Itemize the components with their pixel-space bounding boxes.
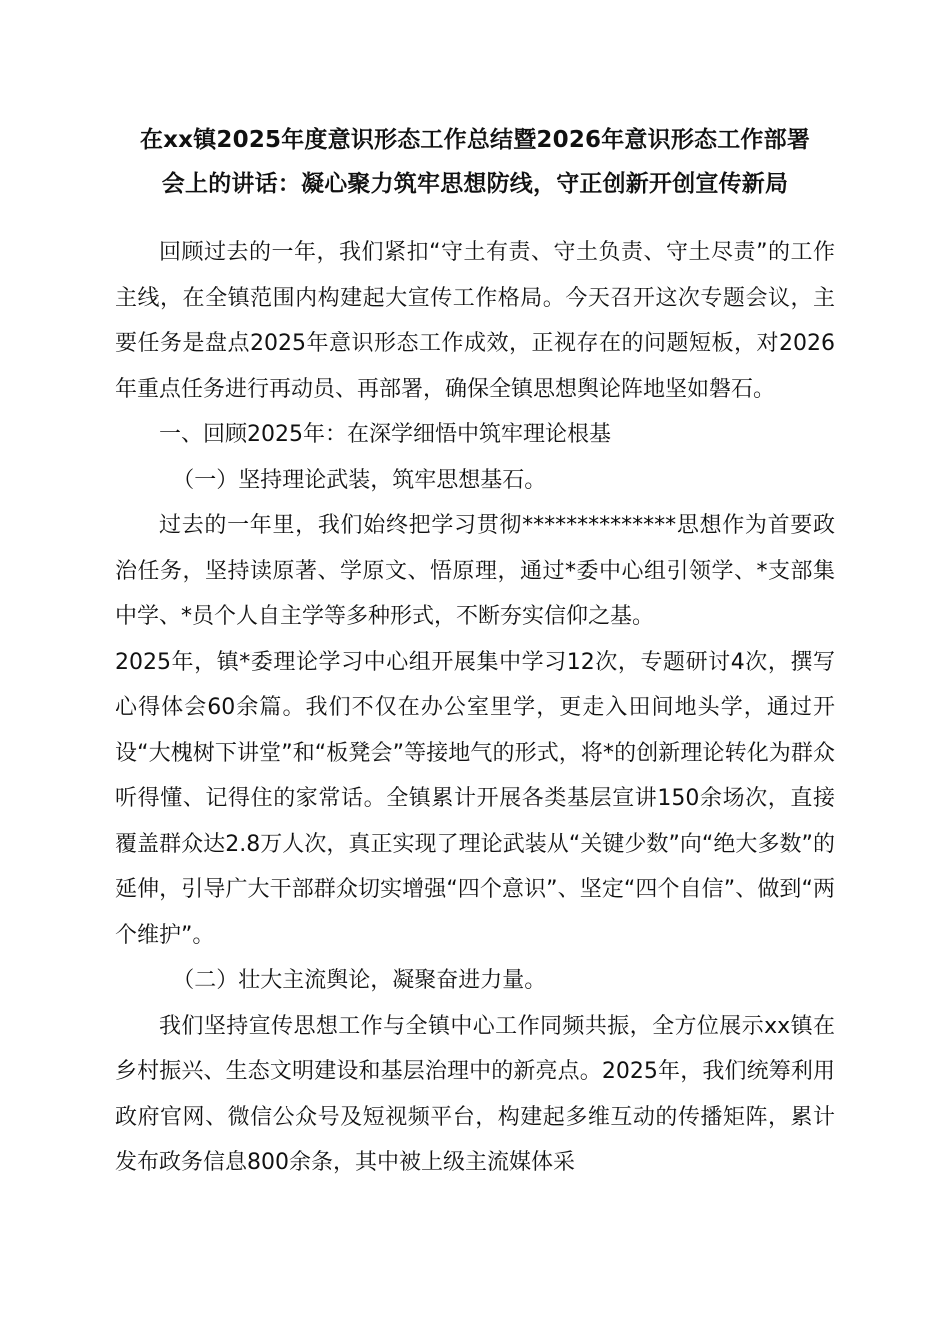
- document-title: [115, 118, 835, 206]
- subsection-2-paragraph-1: 我们坚持宣传思想工作与全镇中心工作同频共振，全方位展示xx镇在乡村振兴、生态文明建设和基层治理中的新亮点。2025年，我们统筹利用政府官网、微信公众号及短视频平台，构建起多维互动的传播矩阵，累计发布政务信息800余条，其中被上级主流媒体采: [115, 1013, 835, 1175]
- subsection-1-heading: （一）坚持理论武装，筑牢思想基石。: [172, 467, 547, 493]
- subsection-1-paragraph-2: 2025年，镇*委理论学习中心组开展集中学习12次，专题研讨4次，撰写心得体会60余篇。我们不仅在办公室里学，更走入田间地头学，通过开设“大槐树下讲堂”和“板凳会”等接地气的形式，将*的创新理论转化为群众听得懂、记得住的家常话。全镇累计开展各类基层宣讲150余场次，直接覆盖群众达2.8万人次，真正实现了理论武装从“关键少数”向“绝大多数”的延伸，引导广大干部群众切实增强“四个意识”、坚定“四个自信”、做到“两个维护”。: [115, 649, 835, 948]
- document-body: [115, 230, 835, 1186]
- subsection-1-paragraph-1: 过去的一年里，我们始终把学习贯彻**************思想作为首要政治任务，坚持读原著、学原文、悟原理，通过*委中心组引领学、*支部集中学、*员个人自主学等多种形式，不断夯实信仰之基。: [115, 513, 835, 629]
- subsection-2-heading: （二）壮大主流舆论，凝聚奋进力量。: [172, 968, 547, 993]
- title-line-2: 会上的讲话：凝心聚力筑牢思想防线，守正创新开创宣传新局: [161, 171, 789, 197]
- section-1-heading: 一、回顾2025年：在深学细悟中筑牢理论根基: [159, 422, 611, 447]
- intro-paragraph: 回顾过去的一年，我们紧扣“守土有责、守土负责、守土尽责”的工作主线，在全镇范围内构建起大宣传工作格局。今天召开这次专题会议，主要任务是盘点2025年意识形态工作成效，正视存在的问题短板，对2026年重点任务进行再动员、再部署，确保全镇思想舆论阵地坚如磐石。: [115, 240, 835, 402]
- title-line-1: 在xx镇2025年度意识形态工作总结暨2026年意识形态工作部署: [139, 127, 811, 153]
